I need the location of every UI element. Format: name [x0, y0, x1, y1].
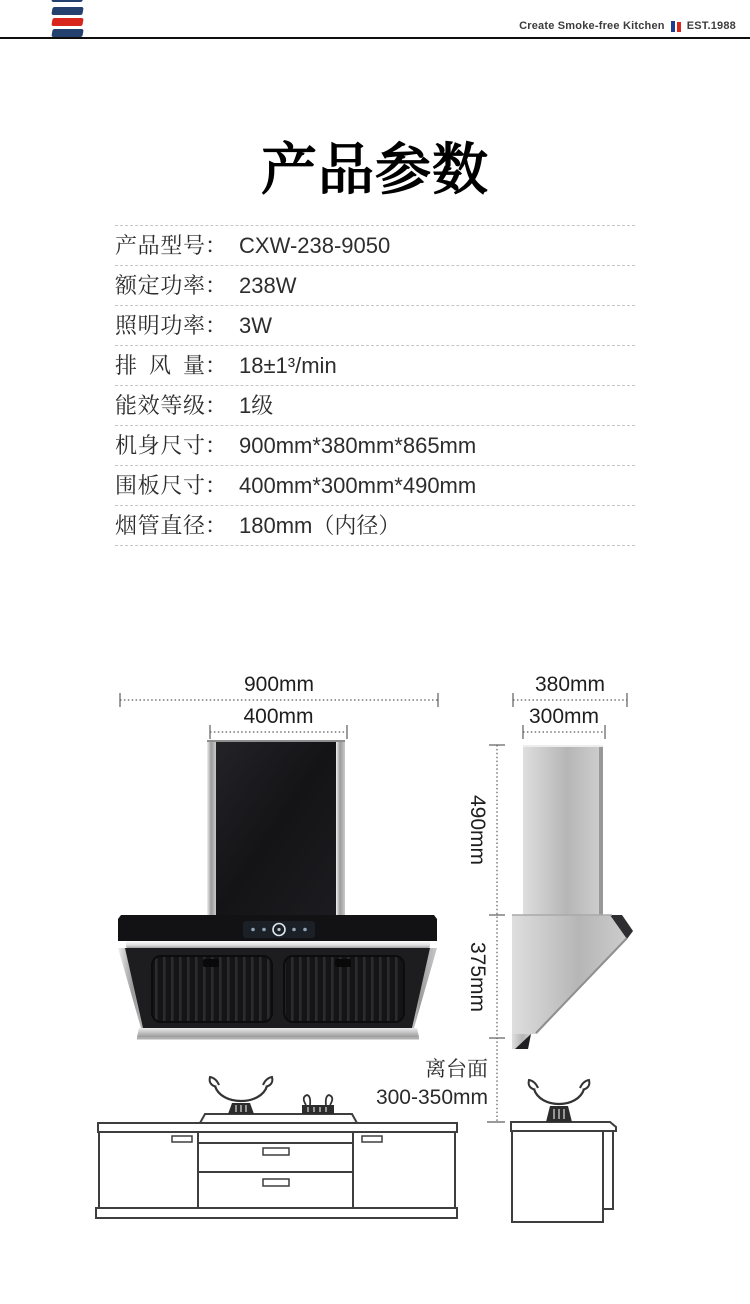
spec-label: 额定功率 [115, 273, 205, 298]
spec-label: 围板尺寸 [115, 473, 205, 498]
tagline-text: Create Smoke-free Kitchen [519, 20, 665, 32]
spec-label: 烟管直径 [115, 513, 205, 538]
control-panel [243, 921, 315, 938]
spec-label: 排风量 [115, 353, 205, 378]
spec-value: 3W [239, 313, 273, 338]
spec-colon: ： [205, 353, 228, 378]
spec-colon: ： [205, 313, 228, 338]
spec-colon: ： [205, 393, 228, 418]
hood-side-view [512, 745, 633, 1049]
door-handle [172, 1136, 192, 1142]
side-counter-drawing [511, 1122, 616, 1222]
drawer-handle [263, 1179, 289, 1186]
spec-value: 18±1³/min [239, 353, 337, 378]
control-button-icon [251, 928, 255, 932]
clearance-value: 300-350mm [375, 1086, 488, 1109]
spec-value: 400mm*300mm*490mm [239, 473, 477, 498]
dim-label-side-depth: 380mm [534, 673, 606, 696]
spec-value: 900mm*380mm*865mm [239, 433, 477, 458]
spec-label: 照明功率 [115, 313, 205, 338]
est-text: EST.1988 [686, 20, 736, 32]
spec-colon: ： [205, 273, 228, 298]
hood-front-view [118, 740, 437, 1040]
spec-value: CXW-238-9050 [239, 233, 391, 258]
spec-colon: ： [205, 233, 228, 258]
control-button-icon [262, 928, 266, 932]
spec-colon: ： [205, 513, 228, 538]
door-handle [362, 1136, 382, 1142]
spec-colon: ： [205, 473, 228, 498]
spec-value: 238W [239, 273, 297, 298]
spec-label: 能效等级 [115, 393, 205, 418]
control-button-icon [292, 928, 296, 932]
clearance-label: 离台面 [425, 1058, 488, 1081]
spec-colon: ： [205, 433, 228, 458]
dim-label-side-chimney-depth: 300mm [528, 705, 600, 728]
spec-value: 1级 [239, 393, 274, 418]
spec-label: 产品型号 [115, 233, 205, 258]
spec-value: 180mm（内径） [239, 513, 401, 538]
dim-label-chimney-height: 490mm [466, 794, 489, 866]
side-stove-drawing [529, 1080, 590, 1122]
front-counter-drawing [96, 1114, 457, 1218]
dim-label-body-height: 375mm [466, 941, 489, 1013]
spec-label: 机身尺寸 [115, 433, 205, 458]
drawer-handle [263, 1148, 289, 1155]
dim-label-front-width: 900mm [243, 673, 315, 696]
dim-label-chimney-width: 400mm [243, 705, 314, 728]
front-stove-drawing [210, 1077, 334, 1114]
page-title: 产品参数 [261, 138, 489, 201]
control-button-icon [303, 928, 307, 932]
